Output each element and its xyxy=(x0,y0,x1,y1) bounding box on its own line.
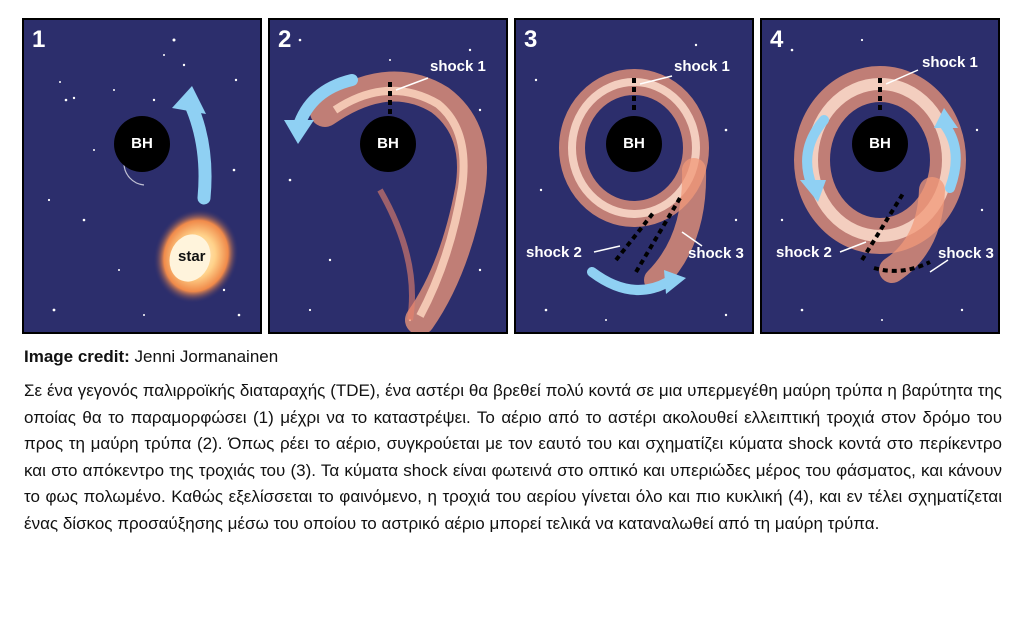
panel-number: 2 xyxy=(278,26,292,53)
shock-2-label: shock 2 xyxy=(526,244,582,261)
bh-label: BH xyxy=(869,135,891,152)
bh-label: BH xyxy=(377,135,399,152)
orbit-arrow xyxy=(190,103,205,198)
shock-3-label: shock 3 xyxy=(688,245,744,262)
image-credit xyxy=(24,347,278,367)
credit-label: Image credit: xyxy=(24,347,130,366)
shock-3-label: shock 3 xyxy=(938,245,994,262)
panel-number: 1 xyxy=(32,26,46,53)
description-paragraph: Σε ένα γεγονός παλιρροϊκής διαταραχής (TDE), ένα αστέρι θα βρεθεί πολύ κοντά σε μια υπερμεγέθη μαύρη τρύπα η βαρύτητα της οποίας θα το παραμορφώσει (1) μέχρι να το καταστρέψει. Το αέριο από το αστέρι ακολουθεί ελλειπτική τροχιά στον δρόμο του προς τη μαύρη τρύπα (2). Όπως ρέει το αέριο, συγκρούεται με τον εαυτό του και σχηματίζει κύματα shock κοντά στο περίκεντρο και στο απόκεντρο της τροχιάς του (3). Τα κύματα shock είναι φωτεινά στο οπτικό και υπεριώδες μέρος του φάσματος, και κάνουν το φως πολωμένο. Καθώς εξελίσσεται το φαινόμενο, η τροχιά του αερίου γίνεται όλο και πιο κυκλική (4), και εν τέλει σχηματίζεται ένας δίσκος προσαύξησης μέσω του οποίου το αστρικό αέριο μπορεί τελικά να καταναλωθεί από τη μαύρη τρύπα. xyxy=(24,381,1002,533)
panel-4 xyxy=(760,18,1000,334)
panel-1-art xyxy=(24,20,260,332)
shock-1-label: shock 1 xyxy=(674,58,730,75)
shock-2-label: shock 2 xyxy=(776,244,832,261)
shock-1-label: shock 1 xyxy=(922,54,978,71)
credit-author: Jenni Jormanainen xyxy=(134,347,279,366)
panel-1 xyxy=(22,18,262,334)
panel-2 xyxy=(268,18,508,334)
panel-3 xyxy=(514,18,754,334)
panel-number: 3 xyxy=(524,26,538,53)
bh-label: BH xyxy=(131,135,153,152)
figure-panels xyxy=(22,18,1004,336)
panel-number: 4 xyxy=(770,26,784,53)
star-label: star xyxy=(178,248,206,265)
shock-1-label: shock 1 xyxy=(430,58,486,75)
bh-label: BH xyxy=(623,135,645,152)
